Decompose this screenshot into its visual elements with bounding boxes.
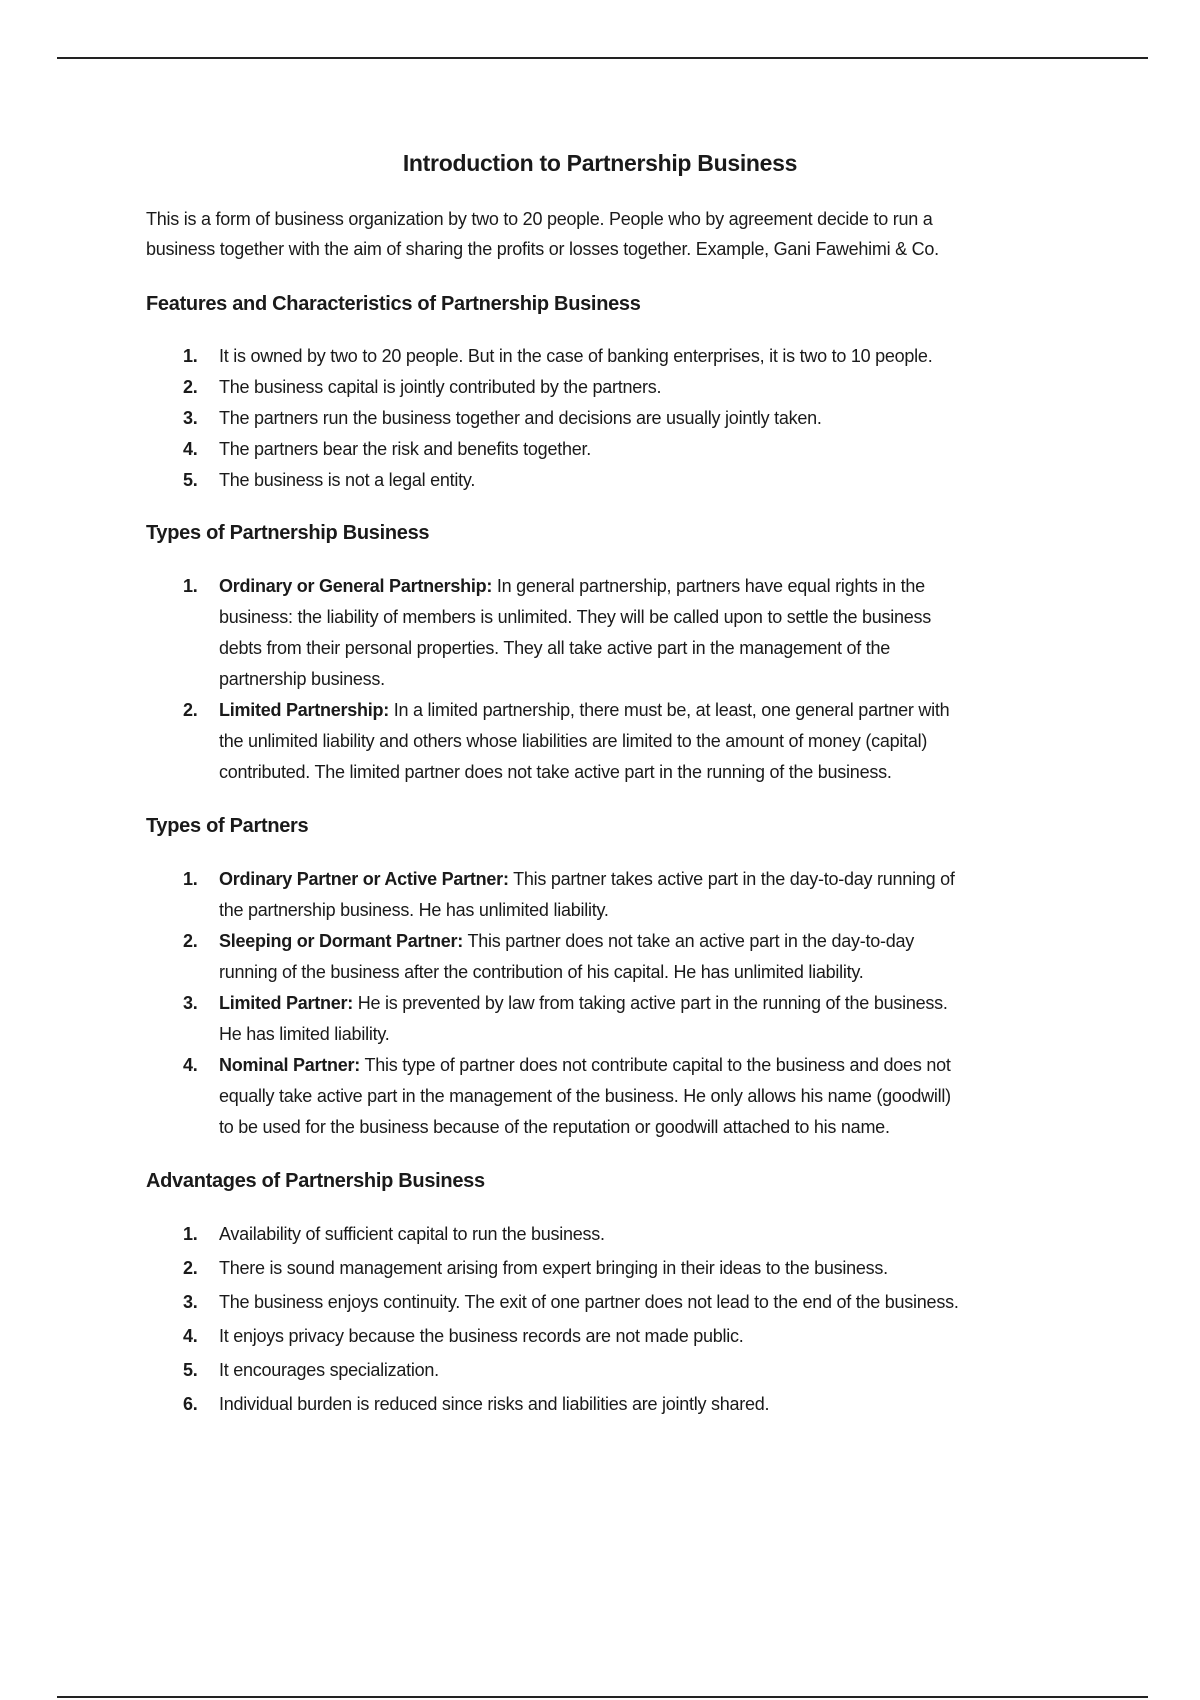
list-item [183,1050,955,1143]
list-item [183,571,949,695]
list-item-line [219,757,949,788]
list-item [183,1319,959,1353]
list-item-text: the unlimited liability and others whose liabilities are limited to the amount of money (capital) [219,731,928,751]
list-item-line [219,434,932,465]
list-item-text: to be used for the business because of the reputation or goodwill attached to his name. [219,1117,890,1137]
list-item [183,1285,959,1319]
list-item-text: The business is not a legal entity. [219,470,476,490]
list-item-line [219,1050,955,1081]
list-item-text: This partner does not take an active part in the day-to-day [463,931,914,951]
list-item-text: This partner takes active part in the day-to-day running of [508,869,955,889]
list-item-line [219,1019,955,1050]
list-item-line [219,988,955,1019]
list-item-line [219,664,949,695]
list-item-line [219,895,955,926]
list-item-line [219,726,949,757]
list-item [183,372,932,403]
list-item-text: equally take active part in the management of the business. He only allows his name (goodwill) [219,1086,951,1106]
list-number: 4. [183,1326,198,1346]
list-item-text: The business enjoys continuity. The exit of one partner does not lead to the end of the business. [219,1292,959,1312]
list-item-line [219,372,932,403]
list-item-line [219,1353,959,1387]
list-item-text: Individual burden is reduced since risks and liabilities are jointly shared. [219,1394,770,1414]
footer-rule [57,1696,1148,1698]
list-item-text: It encourages specialization. [219,1360,439,1380]
list-item-text: There is sound management arising from expert bringing in their ideas to the business. [219,1258,888,1278]
list-item-line [219,1081,955,1112]
list-item-line [219,1387,959,1421]
section-heading: Types of Partners [146,815,309,837]
list-item [183,1251,959,1285]
list-number: 3. [183,408,198,428]
list-item-text: This type of partner does not contribute capital to the business and does not [360,1055,951,1075]
page-title: Introduction to Partnership Business [402,150,798,176]
list-item [183,341,932,372]
list-item [183,695,949,788]
intro-paragraph [146,204,939,264]
list-number: 4. [183,1055,198,1075]
section-heading: Features and Characteristics of Partnership Business [146,293,641,315]
list-number: 2. [183,1258,198,1278]
list-item-line [219,1112,955,1143]
header-rule [57,57,1148,59]
list-item-text: The partners run the business together and decisions are usually jointly taken. [219,408,822,428]
list-item-label: Limited Partnership: [219,700,390,720]
list-item-line [219,633,949,664]
list-number: 1. [183,869,198,889]
list-item-line [219,1285,959,1319]
list-item-text: In general partnership, partners have equal rights in the [492,576,925,596]
list-item-text: Availability of sufficient capital to run the business. [219,1224,605,1244]
list-item-text: He has limited liability. [219,1024,390,1044]
intro-line: business together with the aim of sharing the profits or losses together. Example, Gani Fawehimi & Co. [146,239,939,259]
list-item-label: Ordinary Partner or Active Partner: [219,869,509,889]
partner-types-list [183,864,955,1143]
list-item-label: Ordinary or General Partnership: [219,576,493,596]
list-item-line [219,602,949,633]
list-item-text: He is prevented by law from taking active part in the running of the business. [353,993,948,1013]
list-item-line [219,864,955,895]
list-item [183,465,932,496]
list-item [183,988,955,1050]
list-number: 2. [183,931,198,951]
list-item-text: It enjoys privacy because the business records are not made public. [219,1326,744,1346]
list-item-line [219,695,949,726]
list-item [183,1387,959,1421]
list-number: 6. [183,1394,198,1414]
list-item [183,864,955,926]
list-item-text: It is owned by two to 20 people. But in the case of banking enterprises, it is two to 10 people. [219,346,933,366]
list-item [183,1353,959,1387]
partnership-types-list [183,571,949,788]
list-number: 2. [183,700,198,720]
list-item-text: the partnership business. He has unlimited liability. [219,900,609,920]
list-number: 5. [183,470,198,490]
features-list [183,341,932,496]
list-item-text: debts from their personal properties. They all take active part in the management of the [219,638,891,658]
list-item-line [219,1217,959,1251]
section-heading: Advantages of Partnership Business [146,1170,485,1192]
list-item-line [219,571,949,602]
list-number: 1. [183,1224,198,1244]
list-number: 1. [183,346,198,366]
list-item-line [219,1319,959,1353]
list-item-text: running of the business after the contribution of his capital. He has unlimited liability. [219,962,864,982]
list-item-line [219,403,932,434]
list-item [183,926,955,988]
list-item [183,1217,959,1251]
list-item-label: Nominal Partner: [219,1055,361,1075]
intro-line: This is a form of business organization by two to 20 people. People who by agreement decide to run a [146,209,933,229]
list-number: 4. [183,439,198,459]
list-item-line [219,1251,959,1285]
list-number: 3. [183,1292,198,1312]
list-item-text: contributed. The limited partner does not take active part in the running of the business. [219,762,892,782]
list-item-line [219,465,932,496]
list-item-text: In a limited partnership, there must be, at least, one general partner with [389,700,950,720]
list-item-text: The partners bear the risk and benefits together. [219,439,591,459]
list-item-label: Limited Partner: [219,993,354,1013]
list-item [183,403,932,434]
advantages-list [183,1217,959,1421]
list-number: 2. [183,377,198,397]
list-number: 5. [183,1360,198,1380]
list-item-line [219,341,932,372]
section-heading: Types of Partnership Business [146,522,430,544]
list-number: 1. [183,576,198,596]
list-item-line [219,926,955,957]
list-item-line [219,957,955,988]
list-item-text: The business capital is jointly contributed by the partners. [219,377,662,397]
list-item-text: business: the liability of members is unlimited. They will be called upon to settle the business [219,607,932,627]
list-item [183,434,932,465]
list-item-text: partnership business. [219,669,385,689]
list-item-label: Sleeping or Dormant Partner: [219,931,464,951]
list-number: 3. [183,993,198,1013]
